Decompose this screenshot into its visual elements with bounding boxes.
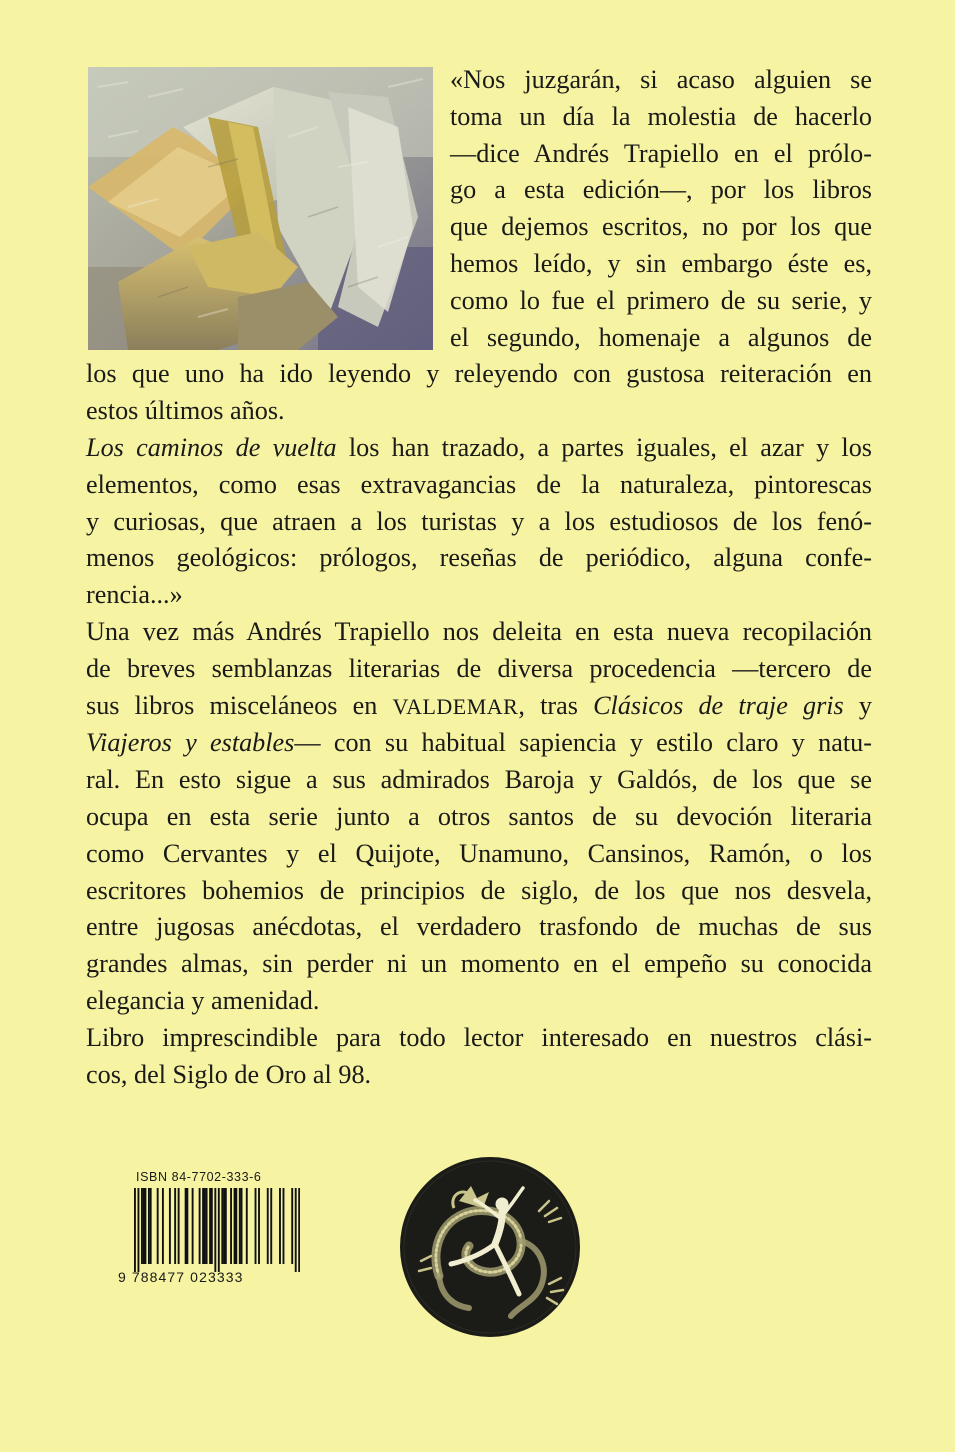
- barcode-bar: [143, 1188, 145, 1264]
- text-line: ocupa en esta serie junto a otros santos de su devoción literaria: [86, 801, 872, 831]
- text-line: como Cervantes y el Quijote, Unamuno, Cansinos, Ramón, o los: [86, 838, 872, 868]
- barcode-bar: [202, 1188, 204, 1264]
- text-line: los que uno ha ido leyendo y releyendo con gustosa reiteración en: [86, 359, 872, 389]
- text-line: [86, 725, 872, 762]
- barcode-bar: [141, 1188, 143, 1264]
- barcode-bar: [241, 1188, 243, 1264]
- isbn-label: ISBN 84-7702-333-6: [136, 1170, 262, 1184]
- barcode-bar: [174, 1188, 176, 1264]
- paragraph-recommendation: [86, 1020, 872, 1094]
- barcode-bar: [211, 1188, 213, 1264]
- barcode-bar: [255, 1188, 257, 1264]
- text-line: entre jugosas anécdotas, el verdadero trasfondo de muchas de sus: [86, 912, 872, 942]
- barcode-bar: [234, 1188, 236, 1264]
- text-line: go a esta edición—, por los libros: [450, 175, 872, 205]
- ean13-barcode-icon: [134, 1188, 300, 1272]
- text-line: escritores bohemios de principios de siglo, de los que nos desvela,: [86, 875, 872, 905]
- text-line: Libro imprescindible para todo lector interesado en nuestros clási-: [86, 1022, 872, 1052]
- text-line: «Nos juzgarán, si acaso alguien se: [450, 65, 872, 94]
- barcode-bar: [298, 1188, 300, 1272]
- barcode-bar: [283, 1188, 285, 1264]
- text-line: como lo fue el primero de su serie, y: [450, 285, 872, 315]
- barcode-bar: [150, 1188, 152, 1264]
- barcode-bar: [230, 1188, 232, 1264]
- text-line: cos, del Siglo de Oro al 98.: [86, 1059, 372, 1089]
- barcode-bar: [209, 1188, 211, 1264]
- barcode-bars: [134, 1188, 300, 1272]
- barcode-bar: [178, 1188, 180, 1264]
- barcode-bar: [204, 1188, 206, 1264]
- text-line: de breves semblanzas literarias de diversa procedencia —tercero de: [86, 653, 872, 683]
- book-title-italic: Clásicos de traje gris: [593, 690, 844, 720]
- text-line: elegancia y amenidad.: [86, 985, 320, 1015]
- text-line: —dice Andrés Trapiello en el prólo-: [450, 138, 872, 168]
- barcode-bar: [295, 1188, 297, 1272]
- publisher-name: VALDEMAR: [392, 693, 519, 719]
- book-title-italic: Los caminos de vuelta: [86, 432, 337, 462]
- text-fragment: sus libros misceláneos en: [86, 690, 393, 720]
- text-line: [86, 430, 872, 467]
- barcode-bar: [221, 1188, 223, 1264]
- text-line: el segundo, homenaje a algunos de: [450, 322, 872, 352]
- text-line: elementos, como esas extravagancias de la naturaleza, pintorescas: [86, 469, 872, 499]
- text-line: grandes almas, sin perder ni un momento en el empeño su conocida: [86, 949, 872, 979]
- barcode-bar: [206, 1188, 208, 1264]
- text-fragment: , tras: [518, 690, 594, 720]
- text-line: Una vez más Andrés Trapiello nos deleita en esta nueva recopilación: [86, 616, 872, 646]
- text-line: rencia...»: [86, 580, 183, 610]
- barcode-bar: [157, 1188, 159, 1264]
- text-line: ral. En esto sigue a sus admirados Baroja y Galdós, de los que se: [86, 765, 872, 795]
- barcode-bar: [279, 1188, 281, 1264]
- barcode-bar: [235, 1188, 237, 1264]
- text-line: [86, 688, 872, 726]
- barcode-bar: [218, 1188, 220, 1272]
- text-line: toma un día la molestia de hacerlo: [450, 101, 872, 131]
- back-cover-text: [86, 62, 872, 1093]
- barcode-bar: [162, 1188, 164, 1264]
- text-line: y curiosas, que atraen a los turistas y a los estudiosos de los fenó-: [86, 506, 872, 536]
- barcode-bar: [239, 1188, 241, 1264]
- dragon-dancer-emblem-icon: [399, 1156, 581, 1338]
- quote-paragraph: [86, 62, 872, 356]
- barcode-bar: [214, 1188, 216, 1272]
- isbn-barcode: [116, 1170, 296, 1310]
- text-fragment: — con su habitual sapiencia y estilo claro y natu-: [294, 728, 872, 758]
- barcode-digits: 9 788477 023333: [118, 1269, 244, 1285]
- barcode-bar: [291, 1188, 293, 1264]
- barcode-bar: [148, 1188, 150, 1264]
- barcode-bar: [258, 1188, 260, 1264]
- text-fragment: y: [843, 690, 873, 720]
- paragraph-caminos: [86, 430, 872, 614]
- barcode-bar: [137, 1188, 139, 1272]
- text-line: estos últimos años.: [86, 396, 285, 426]
- barcode-bar: [185, 1188, 187, 1264]
- barcode-bar: [199, 1188, 201, 1264]
- barcode-bar: [186, 1188, 188, 1264]
- text-line: menos geológicos: prólogos, reseñas de periódico, alguna confe-: [86, 543, 872, 573]
- text-fragment: los han trazado, a partes iguales, el azar y los: [336, 432, 872, 462]
- barcode-bar: [246, 1188, 248, 1264]
- book-title-italic: Viajeros y estables: [86, 728, 295, 758]
- barcode-bar: [267, 1188, 269, 1264]
- barcode-bar: [270, 1188, 272, 1264]
- barcode-bar: [169, 1188, 171, 1264]
- barcode-bar: [144, 1188, 146, 1264]
- barcode-bar: [192, 1188, 194, 1264]
- barcode-bar: [223, 1188, 225, 1264]
- publisher-emblem: [399, 1156, 581, 1338]
- text-line: hemos leído, y sin embargo éste es,: [450, 248, 872, 278]
- barcode-bar: [225, 1188, 227, 1264]
- text-line: que dejemos escritos, no por los que: [450, 212, 872, 242]
- paragraph-description: [86, 614, 872, 1020]
- barcode-bar: [134, 1188, 136, 1272]
